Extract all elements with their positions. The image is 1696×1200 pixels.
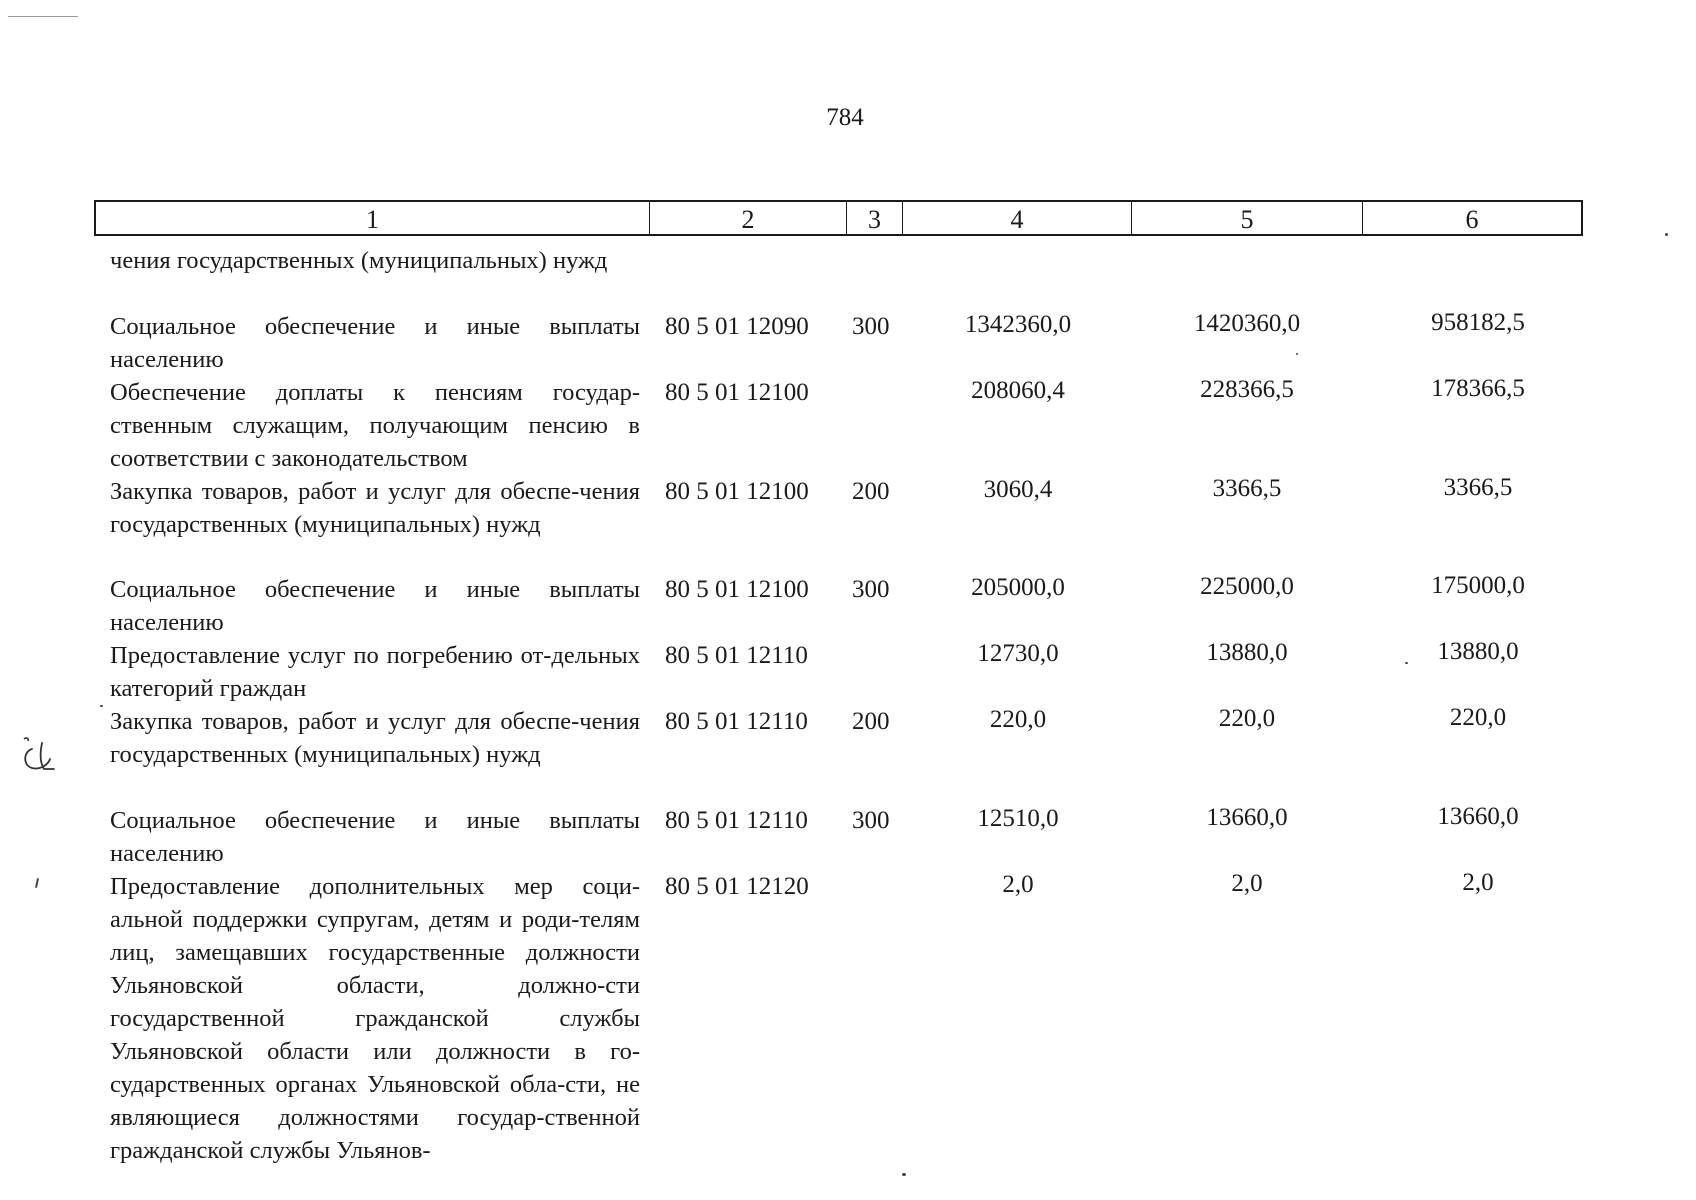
row-value-col6: 13880,0 (1437, 638, 1519, 665)
row-expense-type: 200 (852, 708, 890, 735)
row-value-col6: 220,0 (1449, 704, 1507, 731)
header-col-6: 6 (1465, 205, 1479, 234)
row-value-col4: 205000,0 (971, 574, 1065, 601)
row-value-col4: 208060,4 (971, 377, 1065, 404)
row-value-col4: 1342360,0 (964, 311, 1072, 338)
row-value-col4: 220,0 (989, 706, 1047, 733)
row-description: Предоставление услуг по погребению от-дельных категорий граждан (110, 642, 640, 702)
top-left-rule (8, 16, 78, 17)
row-value-col6: 178366,5 (1431, 375, 1525, 402)
scan-speck (902, 1173, 906, 1176)
row-description: Обеспечение доплаты к пенсиям государ-ственным служащим, получающим пенсию в соответствии с законодательством (110, 379, 640, 472)
row-description: Социальное обеспечение и иные выплаты населению (110, 576, 640, 636)
row-value-col4: 12730,0 (977, 640, 1059, 667)
row-value-col5: 225000,0 (1200, 573, 1294, 600)
header-col-4: 4 (903, 202, 1132, 234)
row-value-col6: 3366,5 (1443, 474, 1513, 501)
scan-speck (1405, 662, 1408, 664)
row-expense-type: 300 (852, 313, 890, 340)
row-expense-type: 300 (852, 807, 890, 834)
row-description: Социальное обеспечение и иные выплаты населению (110, 313, 640, 373)
row-value-col5: 13660,0 (1206, 804, 1288, 831)
header-col-1: 1 (96, 202, 650, 234)
row-code: 80 5 01 12110 (665, 642, 808, 669)
row-value-col6: 958182,5 (1431, 309, 1525, 336)
header-col-3: 3 (847, 202, 903, 234)
row-code: 80 5 01 12110 (665, 708, 808, 735)
row-value-col5: 1420360,0 (1193, 310, 1301, 337)
row-value-col4: 3060,4 (983, 476, 1053, 503)
row-value-col6: 2,0 (1462, 869, 1494, 896)
page-number: 784 (826, 104, 864, 131)
row-code: 80 5 01 12100 (665, 576, 809, 603)
row-description: чения государственных (муниципальных) нужд (110, 247, 608, 274)
header-col-2: 2 (650, 202, 847, 234)
row-value-col5: 13880,0 (1206, 639, 1288, 666)
row-description: Предоставление дополнительных мер соци-альной поддержки супругам, детям и роди-телям лиц, замещавших государственные должности Ульяновской области, должно-сти государственной гражданской службы Ульяновской области или должности в го-сударственных органах Ульяновской обла-сти, не являющиеся должностями государ-ственной гражданской службы Ульянов- (110, 873, 640, 1164)
row-value-col5: 228366,5 (1200, 376, 1294, 403)
scan-speck (35, 878, 39, 888)
scan-speck (1665, 233, 1668, 236)
row-description: Социальное обеспечение и иные выплаты населению (110, 807, 640, 867)
row-value-col5: 3366,5 (1212, 475, 1282, 502)
row-expense-type: 300 (852, 576, 890, 603)
row-code: 80 5 01 12110 (665, 807, 808, 834)
row-value-col4: 2,0 (1002, 871, 1034, 898)
row-value-col6: 175000,0 (1431, 572, 1525, 599)
scan-speck (100, 705, 103, 707)
row-code: 80 5 01 12120 (665, 873, 809, 900)
scan-speck (1296, 353, 1298, 355)
row-description: Закупка товаров, работ и услуг для обеспе-чения государственных (муниципальных) нужд (110, 708, 640, 768)
row-value-col5: 2,0 (1231, 870, 1263, 897)
handwritten-margin-mark (18, 735, 58, 775)
header-col-5: 5 (1132, 202, 1363, 234)
row-value-col6: 13660,0 (1437, 803, 1519, 830)
row-code: 80 5 01 12090 (665, 313, 809, 340)
row-code: 80 5 01 12100 (665, 478, 809, 505)
row-value-col4: 12510,0 (977, 805, 1059, 832)
table-header (94, 200, 1583, 236)
row-expense-type: 200 (852, 478, 890, 505)
row-value-col5: 220,0 (1218, 705, 1276, 732)
row-description: Закупка товаров, работ и услуг для обеспе-чения государственных (муниципальных) нужд (110, 478, 640, 538)
row-code: 80 5 01 12100 (665, 379, 809, 406)
